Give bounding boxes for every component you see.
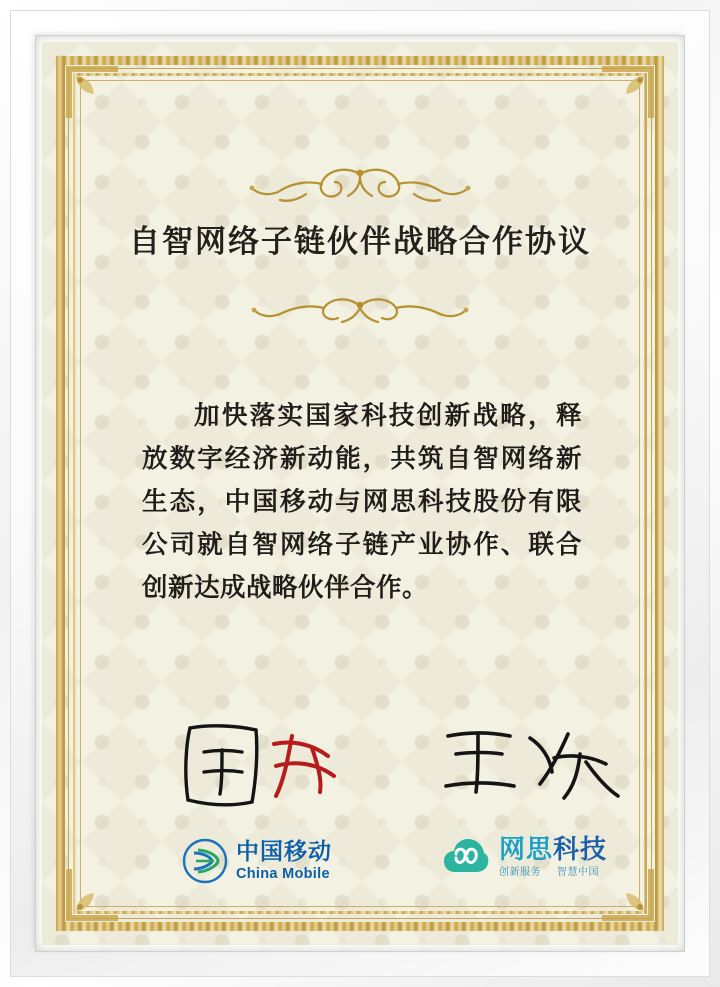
flourish-bottom-icon	[210, 284, 510, 328]
china-mobile-text	[236, 840, 332, 882]
china-mobile-cn: 中国移动	[236, 838, 332, 865]
china-mobile-mark-icon	[182, 838, 228, 884]
wangsi-subtitle	[499, 868, 607, 878]
wangsi-sub1: 创新服务	[499, 867, 541, 878]
certificate-content	[94, 94, 626, 893]
wangsi-cn-part1: 网思	[499, 834, 554, 864]
signature-row	[94, 714, 626, 834]
china-mobile-en: China Mobile	[236, 866, 330, 883]
wangsi-cn-part2: 科技	[553, 834, 608, 864]
wangsi-cn	[499, 836, 607, 862]
flourish-top-icon	[210, 164, 510, 212]
wangsi-cloud-icon	[442, 836, 490, 878]
wangsi-sub2: 智慧中国	[557, 867, 599, 878]
logo-china-mobile	[182, 838, 332, 884]
wangsi-text	[499, 836, 607, 878]
certificate-title: 自智网络子链伙伴战略合作协议	[129, 224, 591, 259]
logo-wangsi	[442, 836, 607, 878]
certificate-paper	[42, 42, 678, 945]
signature-left	[172, 714, 372, 824]
signature-right	[434, 714, 634, 824]
logo-row	[94, 836, 626, 906]
certificate-body-text: 加快落实国家科技创新战略，释放数字经济新动能，共筑自智网络新生态，中国移动与网思科技股份有限公司就自智网络子链产业协作、联合创新达成战略伙伴合作。	[142, 401, 582, 602]
